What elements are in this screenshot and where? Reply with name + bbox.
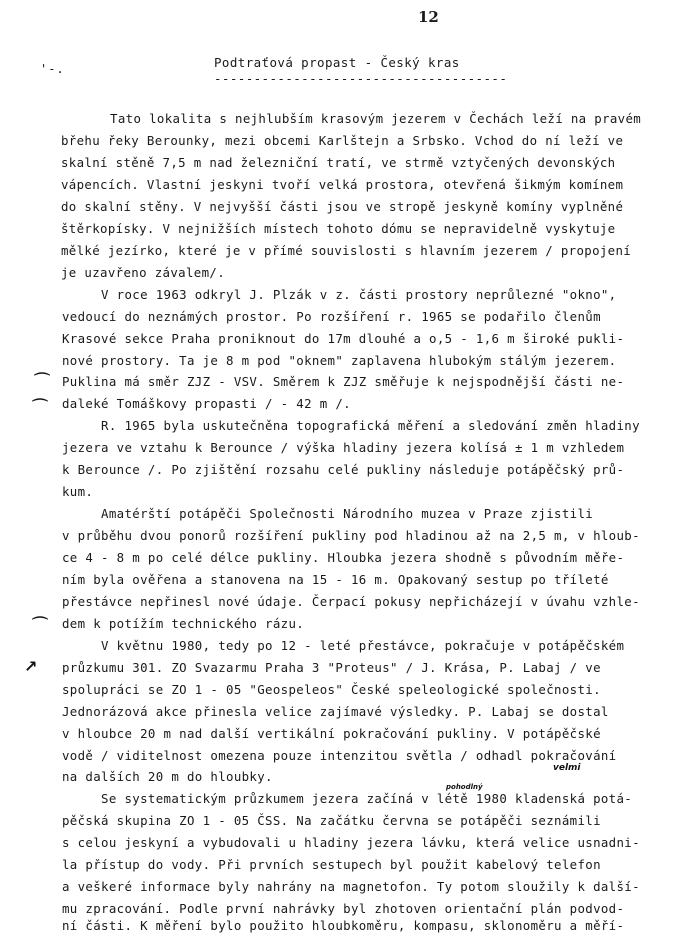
- text-line: Jednorázová akce přinesla velice zajímavé výsledky. P. Labaj se dostal: [62, 704, 609, 719]
- text-line: daleké Tomáškovy propasti / - 42 m /.: [62, 396, 351, 411]
- text-line: pěčská skupina ZO 1 - 05 ČSS. Na začátku června se potápěči seznámili: [62, 813, 601, 828]
- page-number: 12: [418, 8, 439, 26]
- text-line: průzkumu 301. ZO Svazarmu Praha 3 "Proteus" / J. Krása, P. Labaj / ve: [62, 660, 601, 675]
- handwritten-correction: pohodlný: [446, 783, 483, 791]
- text-line: dem k potížím technického rázu.: [62, 616, 305, 631]
- text-line: R. 1965 byla uskutečněna topografická měření a sledování změn hladiny: [62, 418, 640, 433]
- text-line: přestávce nepřinesl nové údaje. Čerpací pokusy nepřicházejí v úvahu vzhle-: [62, 594, 640, 609]
- text-line: kum.: [62, 484, 94, 499]
- margin-bracket-mark: ⌒: [32, 615, 49, 634]
- text-line: v průběhu dvou ponorů rozšíření pukliny pod hladinou až na 2,5 m, v hloub-: [62, 528, 640, 543]
- text-line: v hloubce 20 m nad další vertikální pokračování pukliny. V potápěčské: [62, 726, 601, 741]
- text-line: Tato lokalita s nejhlubším krasovým jezerem v Čechách leží na pravém: [71, 111, 642, 126]
- text-line: Amatérští potápěči Společnosti Národního muzea v Praze zjistili: [62, 506, 594, 521]
- text-line: mělké jezírko, které je v přímé souvislosti s hlavním jezerem / propojení: [61, 243, 632, 258]
- text-line: ce 4 - 8 m po celé délce pukliny. Hloubka jezera shodně s původním měře-: [62, 550, 625, 565]
- text-line: vápencích. Vlastní jeskyni tvoří velká prostora, otevřená šikmým komínem: [61, 177, 624, 192]
- text-line: V roce 1963 odkryl J. Plzák v z. části prostory neprůlezné "okno",: [62, 287, 617, 302]
- text-line: Puklina má směr ZJZ - VSV. Směrem k ZJZ směřuje k nejspodnější části ne-: [62, 374, 625, 389]
- margin-bracket-mark: ⌒: [34, 371, 51, 390]
- text-line: spolupráci se ZO 1 - 05 "Geospeleos" České speleologické společnosti.: [62, 682, 601, 697]
- text-line: vedoucí do neznámých prostor. Po rozšíření r. 1965 se podařilo členům: [62, 309, 601, 324]
- text-line: štěrkopísky. V nejnižších místech tohoto dómu se nepravidelně vyskytuje: [61, 221, 616, 236]
- text-line: la přístup do vody. Při prvních sestupech byl použit kabelový telefon: [62, 857, 601, 872]
- text-line: s celou jeskyní a vybudovali u hladiny jezera lávku, která velice usnadni-: [62, 835, 640, 850]
- text-line: vodě / viditelnost omezena pouze intenzitou světla / odhadl pokračování: [62, 748, 617, 763]
- text-line: jezera ve vztahu k Berounce / výška hladiny jezera kolísá ± 1 m vzhledem: [62, 440, 625, 455]
- text-line: břehu řeky Berounky, mezi obcemi Karlštejn a Srbsko. Vchod do ní leží ve: [61, 133, 624, 148]
- text-line: do skalní stěny. V nejvyšší části jsou ve stropě jeskyně komíny vyplněné: [61, 199, 624, 214]
- margin-bracket-mark: ⌒: [32, 397, 49, 416]
- text-line: mu zpracování. Podle první nahrávky byl zhotoven orientační plán podvod-: [62, 901, 625, 916]
- text-line: je uzavřeno závalem/.: [61, 265, 226, 280]
- text-line: ní části. K měření bylo použito hloubkoměru, kompasu, sklonoměru a měří-: [62, 918, 625, 933]
- margin-check-mark: ↗: [24, 657, 38, 676]
- text-line: ním byla ověřena a stanovena na 15 - 16 m. Opakovaný sestup po tříleté: [62, 572, 609, 587]
- text-line: nové prostory. Ta je 8 m pod "oknem" zaplavena hlubokým stálým jezerem.: [62, 353, 617, 368]
- text-line: Krasové sekce Praha proniknout do 17m dlouhé a o,5 - 1,6 m široké pukli-: [62, 331, 625, 346]
- text-line: k Berounce /. Po zjištění rozsahu celé pukliny následuje potápěčský prů-: [62, 462, 625, 477]
- title-underline: -------------------------------------: [214, 71, 508, 86]
- text-line: na dalších 20 m do hloubky.: [62, 769, 273, 784]
- text-line: skalní stěně 7,5 m nad železniční tratí, ve strmě vztyčených devonských: [61, 155, 616, 170]
- handwritten-correction: velmi: [553, 763, 581, 773]
- corner-mark: '-.: [40, 62, 65, 76]
- text-line: a veškeré informace byly nahrány na magnetofon. Ty potom sloužily k další-: [62, 879, 640, 894]
- text-line: Se systematickým průzkumem jezera začíná v létě 1980 kladenská potá-: [62, 791, 633, 806]
- text-line: V květnu 1980, tedy po 12 - leté přestávce, pokračuje v potápěčském: [62, 638, 625, 653]
- document-title: Podtraťová propast - Český kras: [214, 55, 460, 70]
